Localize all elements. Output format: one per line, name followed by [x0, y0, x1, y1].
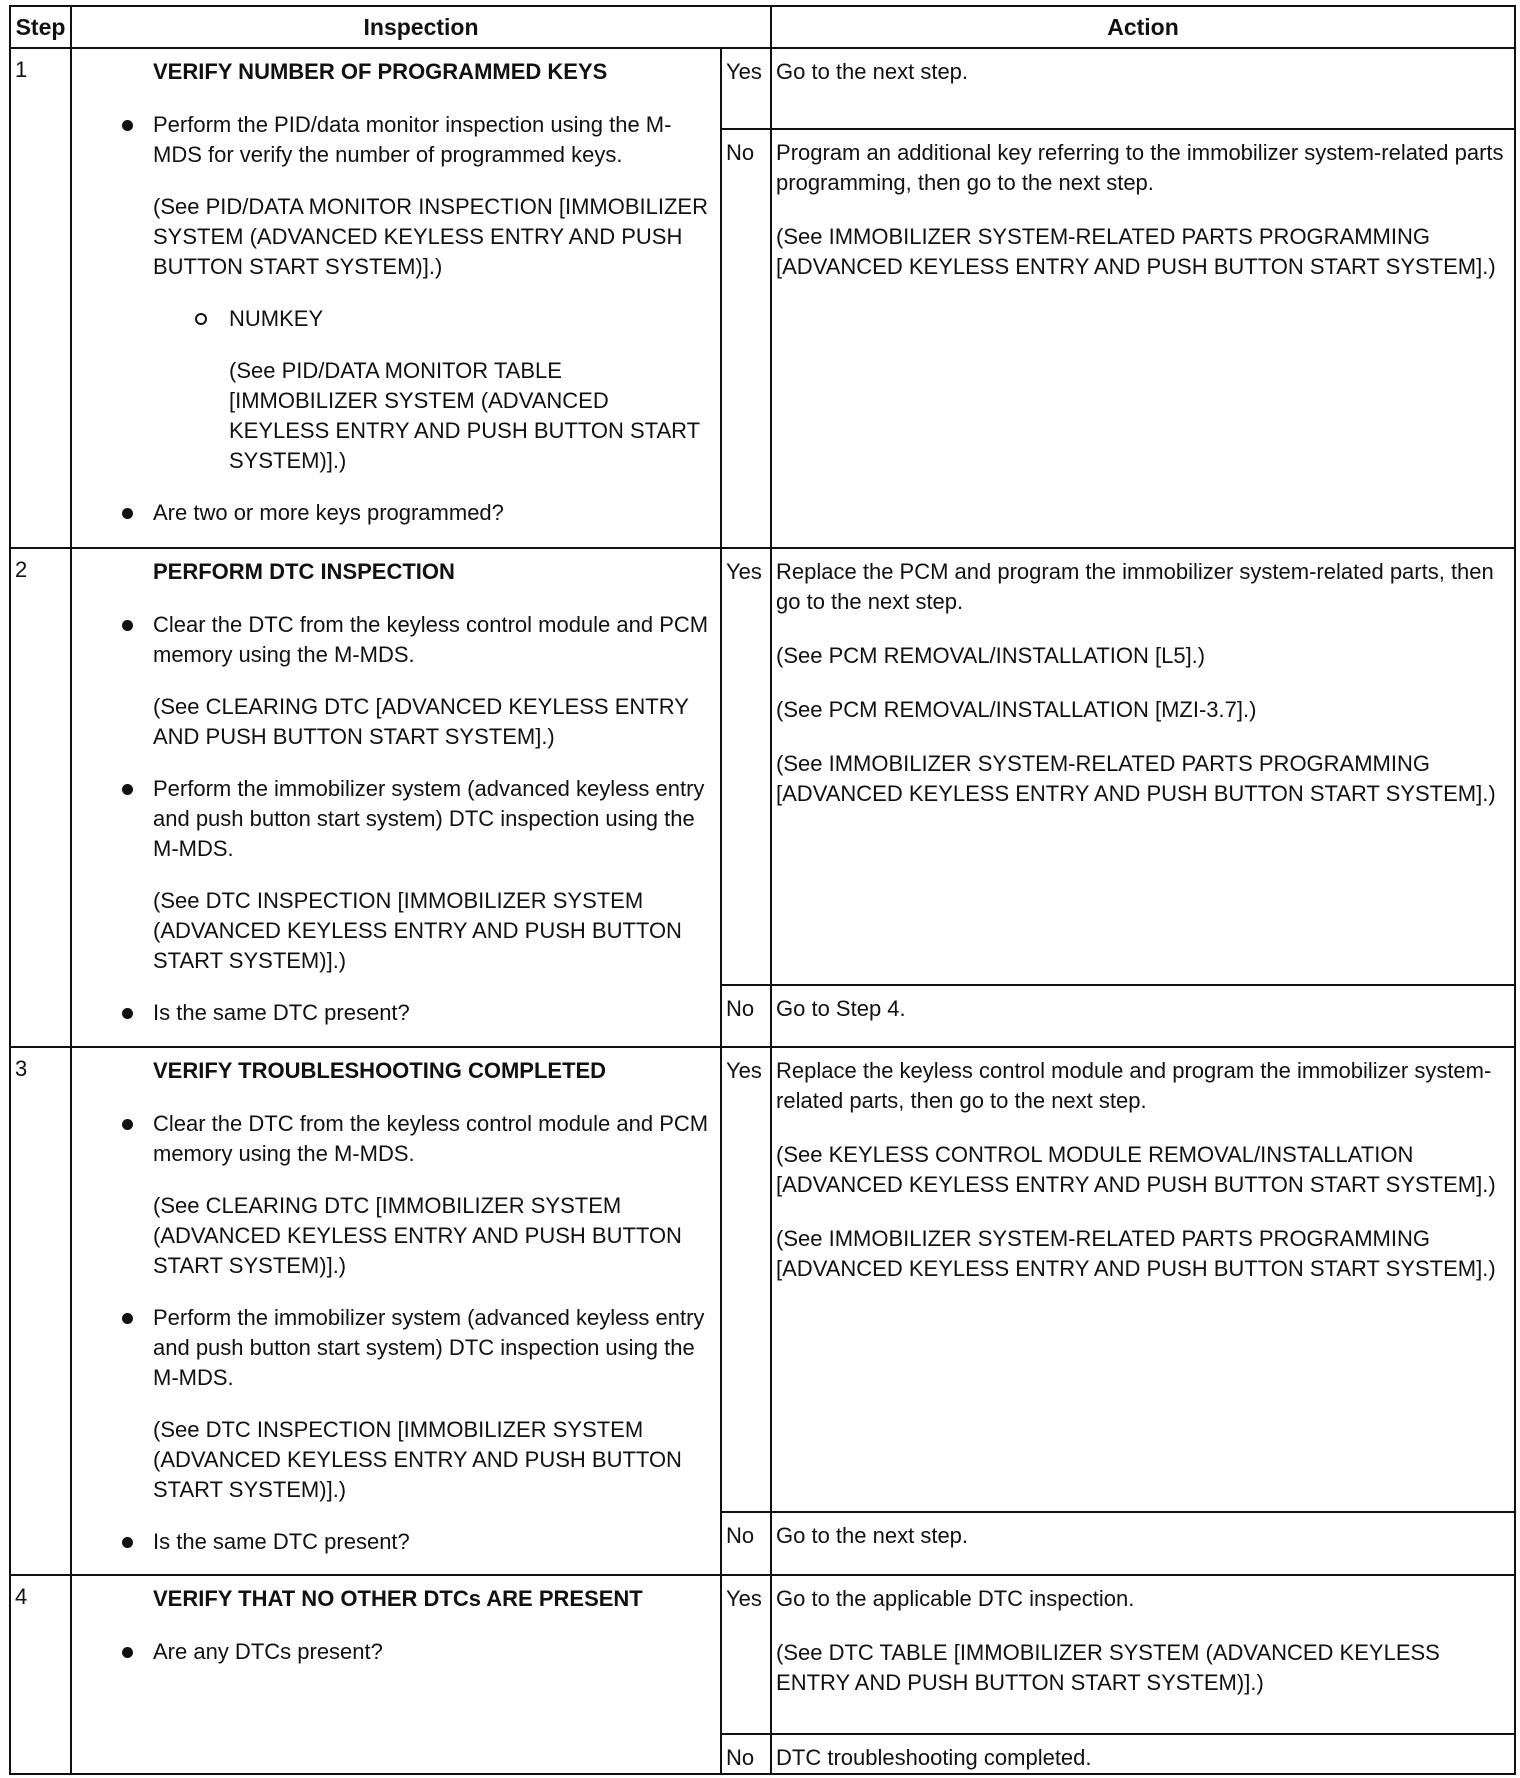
step-title: VERIFY NUMBER OF PROGRAMMED KEYS	[153, 59, 608, 84]
bullet-item	[72, 1303, 710, 1393]
ring-bullet-icon	[195, 313, 207, 325]
action-text: Program an additional key referring to the immobilizer system-related parts programming, then go to the next step.	[776, 140, 1504, 195]
bullet-text: Perform the immobilizer system (advanced keyless entry and push button start system) DTC inspection using the M-MDS.	[153, 776, 705, 861]
bullet-item	[72, 774, 710, 864]
action-text: DTC troubleshooting completed.	[776, 1745, 1092, 1770]
bullet-icon	[122, 1647, 133, 1658]
sub-bullet-text: NUMKEY	[229, 306, 324, 331]
no-action	[771, 129, 1515, 548]
sub-reference-text: (See PID/DATA MONITOR TABLE [IMMOBILIZER SYSTEM (ADVANCED KEYLESS ENTRY AND PUSH BUTTON START SYSTEM)].)	[229, 358, 700, 473]
bullet-icon	[122, 120, 133, 131]
bullet-text: Perform the PID/data monitor inspection using the M-MDS for verify the number of programmed keys.	[153, 112, 672, 167]
step-1-inspection	[71, 48, 721, 548]
step-title: VERIFY THAT NO OTHER DTCs ARE PRESENT	[153, 1586, 643, 1611]
reference-text: (See CLEARING DTC [ADVANCED KEYLESS ENTRY AND PUSH BUTTON START SYSTEM].)	[153, 694, 689, 749]
action-reference: (See PCM REMOVAL/INSTALLATION [MZI-3.7].)	[776, 697, 1257, 722]
yes-label: Yes	[721, 1575, 771, 1734]
bullet-icon	[122, 620, 133, 631]
step-3-yes-row	[10, 1047, 1515, 1512]
bullet-text: Perform the immobilizer system (advanced keyless entry and push button start system) DTC inspection using the M-MDS.	[153, 1305, 705, 1390]
reference-text: (See DTC INSPECTION [IMMOBILIZER SYSTEM (ADVANCED KEYLESS ENTRY AND PUSH BUTTON START SYSTEM)].)	[153, 1417, 682, 1502]
action-text: Go to the next step.	[776, 1523, 969, 1548]
question-text: Is the same DTC present?	[153, 1529, 410, 1554]
question-item	[72, 498, 710, 528]
reference-text: (See DTC INSPECTION [IMMOBILIZER SYSTEM (ADVANCED KEYLESS ENTRY AND PUSH BUTTON START SYSTEM)].)	[153, 888, 682, 973]
question-item	[72, 1637, 710, 1667]
action-text: Go to Step 4.	[776, 996, 906, 1021]
bullet-icon	[122, 1008, 133, 1019]
step-1-yes-row	[10, 48, 1515, 129]
table-header-row	[10, 6, 1515, 48]
action-reference: (See IMMOBILIZER SYSTEM-RELATED PARTS PROGRAMMING [ADVANCED KEYLESS ENTRY AND PUSH BUTTON START SYSTEM].)	[776, 1226, 1496, 1281]
step-number: 1	[10, 48, 71, 548]
yes-label: Yes	[721, 48, 771, 129]
bullet-icon	[122, 1537, 133, 1548]
yes-action	[771, 548, 1515, 985]
no-label: No	[721, 985, 771, 1047]
step-2-inspection	[71, 548, 721, 1047]
header-step: Step	[10, 6, 71, 48]
header-action: Action	[771, 6, 1515, 48]
no-action	[771, 1512, 1515, 1575]
step-3-inspection	[71, 1047, 721, 1575]
action-reference: (See KEYLESS CONTROL MODULE REMOVAL/INSTALLATION [ADVANCED KEYLESS ENTRY AND PUSH BUTTON START SYSTEM].)	[776, 1142, 1496, 1197]
bullet-icon	[122, 1313, 133, 1324]
no-action	[771, 985, 1515, 1047]
action-text: Replace the keyless control module and program the immobilizer system-related parts, then go to the next step.	[776, 1058, 1492, 1113]
bullet-item	[72, 110, 710, 170]
sub-bullet-item	[72, 304, 710, 334]
bullet-icon	[122, 508, 133, 519]
yes-label: Yes	[721, 548, 771, 985]
bullet-text: Clear the DTC from the keyless control module and PCM memory using the M-MDS.	[153, 1111, 709, 1166]
bullet-item	[72, 610, 710, 670]
action-text: Replace the PCM and program the immobilizer system-related parts, then go to the next step.	[776, 559, 1494, 614]
action-text: Go to the applicable DTC inspection.	[776, 1586, 1135, 1611]
action-reference: (See IMMOBILIZER SYSTEM-RELATED PARTS PROGRAMMING [ADVANCED KEYLESS ENTRY AND PUSH BUTTON START SYSTEM].)	[776, 224, 1496, 279]
bullet-icon	[122, 784, 133, 795]
no-label: No	[721, 1512, 771, 1575]
yes-action	[771, 1047, 1515, 1512]
diagnostic-procedure-table	[9, 5, 1516, 1775]
reference-text: (See PID/DATA MONITOR INSPECTION [IMMOBILIZER SYSTEM (ADVANCED KEYLESS ENTRY AND PUSH BUTTON START SYSTEM)].)	[153, 194, 708, 279]
question-item	[72, 1527, 710, 1557]
action-reference: (See PCM REMOVAL/INSTALLATION [L5].)	[776, 643, 1206, 668]
question-text: Are any DTCs present?	[153, 1639, 383, 1664]
step-title: VERIFY TROUBLESHOOTING COMPLETED	[153, 1058, 607, 1083]
bullet-icon	[122, 1119, 133, 1130]
reference-text: (See CLEARING DTC [IMMOBILIZER SYSTEM (ADVANCED KEYLESS ENTRY AND PUSH BUTTON START SYSTEM)].)	[153, 1193, 682, 1278]
step-number: 4	[10, 1575, 71, 1774]
bullet-item	[72, 1109, 710, 1169]
step-2-yes-row	[10, 548, 1515, 985]
step-number: 3	[10, 1047, 71, 1575]
no-label: No	[721, 129, 771, 548]
yes-label: Yes	[721, 1047, 771, 1512]
step-number: 2	[10, 548, 71, 1047]
step-4-inspection	[71, 1575, 721, 1774]
question-item	[72, 998, 710, 1028]
no-label: No	[721, 1734, 771, 1774]
step-4-yes-row	[10, 1575, 1515, 1734]
yes-action	[771, 1575, 1515, 1734]
action-reference: (See IMMOBILIZER SYSTEM-RELATED PARTS PROGRAMMING [ADVANCED KEYLESS ENTRY AND PUSH BUTTON START SYSTEM].)	[776, 751, 1496, 806]
bullet-text: Clear the DTC from the keyless control module and PCM memory using the M-MDS.	[153, 612, 709, 667]
question-text: Are two or more keys programmed?	[153, 500, 504, 525]
action-text: Go to the next step.	[776, 59, 969, 84]
action-reference: (See DTC TABLE [IMMOBILIZER SYSTEM (ADVANCED KEYLESS ENTRY AND PUSH BUTTON START SYSTEM)].)	[776, 1640, 1440, 1695]
yes-action	[771, 48, 1515, 129]
question-text: Is the same DTC present?	[153, 1000, 410, 1025]
no-action	[771, 1734, 1515, 1774]
header-inspection: Inspection	[71, 6, 771, 48]
step-title: PERFORM DTC INSPECTION	[153, 559, 455, 584]
